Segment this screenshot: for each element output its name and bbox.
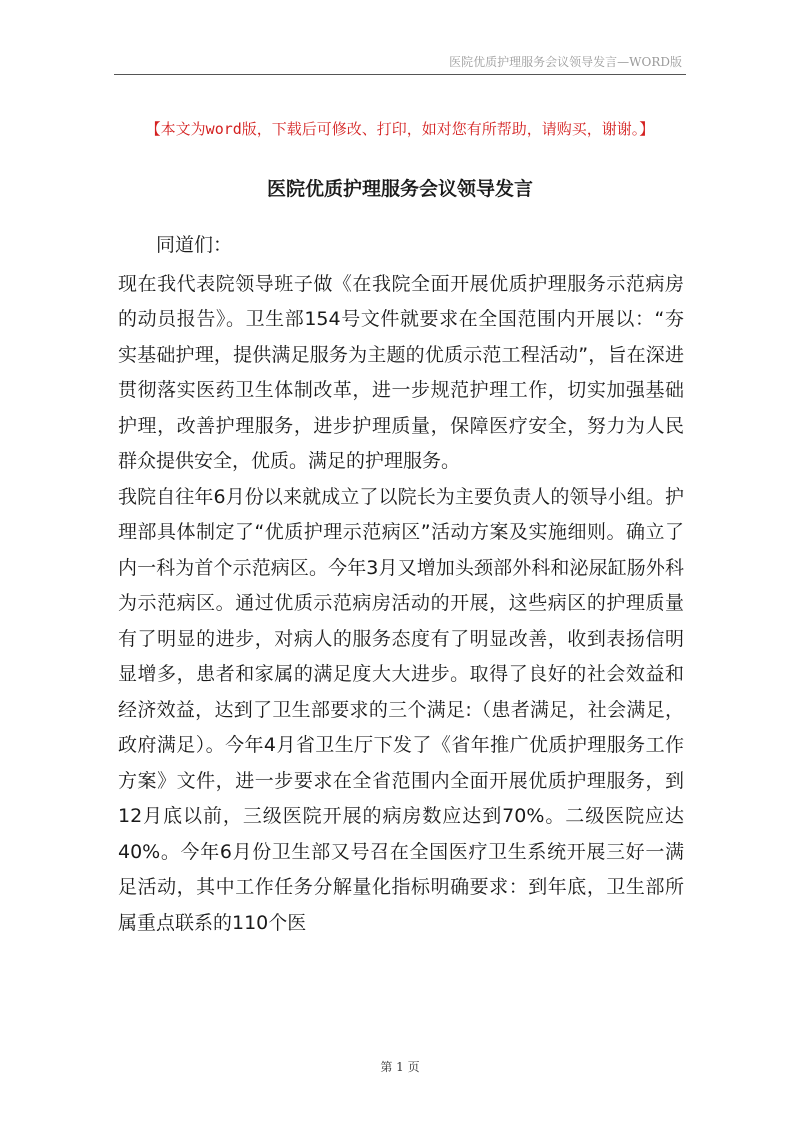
header-divider xyxy=(114,74,686,75)
document-title: 医院优质护理服务会议领导发言 xyxy=(266,178,533,200)
greeting: 同道们： xyxy=(156,234,233,256)
paragraph-1: 现在我代表院领导班子做《在我院全面开展优质护理服务示范病房的动员报告》。卫生部154号文件就要求在全国范围内开展以：“夯实基础护理，提供满足服务为主题的优质示范工程活动”，旨在深进贯彻落实医药卫生体制改革，进一步规范护理工作，切实加强基础护理，改善护理服务，进步护理质量，保障医疗安全，努力为人民群众提供安全，优质。满足的护理服务。 xyxy=(118,272,684,472)
document-body xyxy=(118,228,684,941)
download-notice: 【本文为word版，下载后可修改、打印，如对您有所帮助，请购买，谢谢。】 xyxy=(145,120,655,138)
paragraph-2: 我院自往年6月份以来就成立了以院长为主要负责人的领导小组。护理部具体制定了“优质护理示范病区”活动方案及实施细则。确立了内一科为首个示范病区。今年3月又增加头颈部外科和泌尿缸肠外科为示范病区。通过优质示范病房活动的开展，这些病区的护理质量有了明显的进步，对病人的服务态度有了明显改善，收到表扬信明显增多，患者和家属的满足度大大进步。取得了良好的社会效益和经济效益，达到了卫生部要求的三个满足:（患者满足，社会满足，政府满足）。今年4月省卫生厅下发了《省年推广优质护理服务工作方案》文件，进一步要求在全省范围内全面开展优质护理服务，到12月底以前，三级医院开展的病房数应达到70%。二级医院应达40%。今年6月份卫生部又号召在全国医疗卫生系统开展三好一满足活动，其中工作任务分解量化指标明确要求：到年底，卫生部所属重点联系的110个医 xyxy=(118,485,684,934)
page-number: 第 1 页 xyxy=(380,1060,420,1074)
running-header: 医院优质护理服务会议领导发言—WORD版 xyxy=(449,55,682,69)
